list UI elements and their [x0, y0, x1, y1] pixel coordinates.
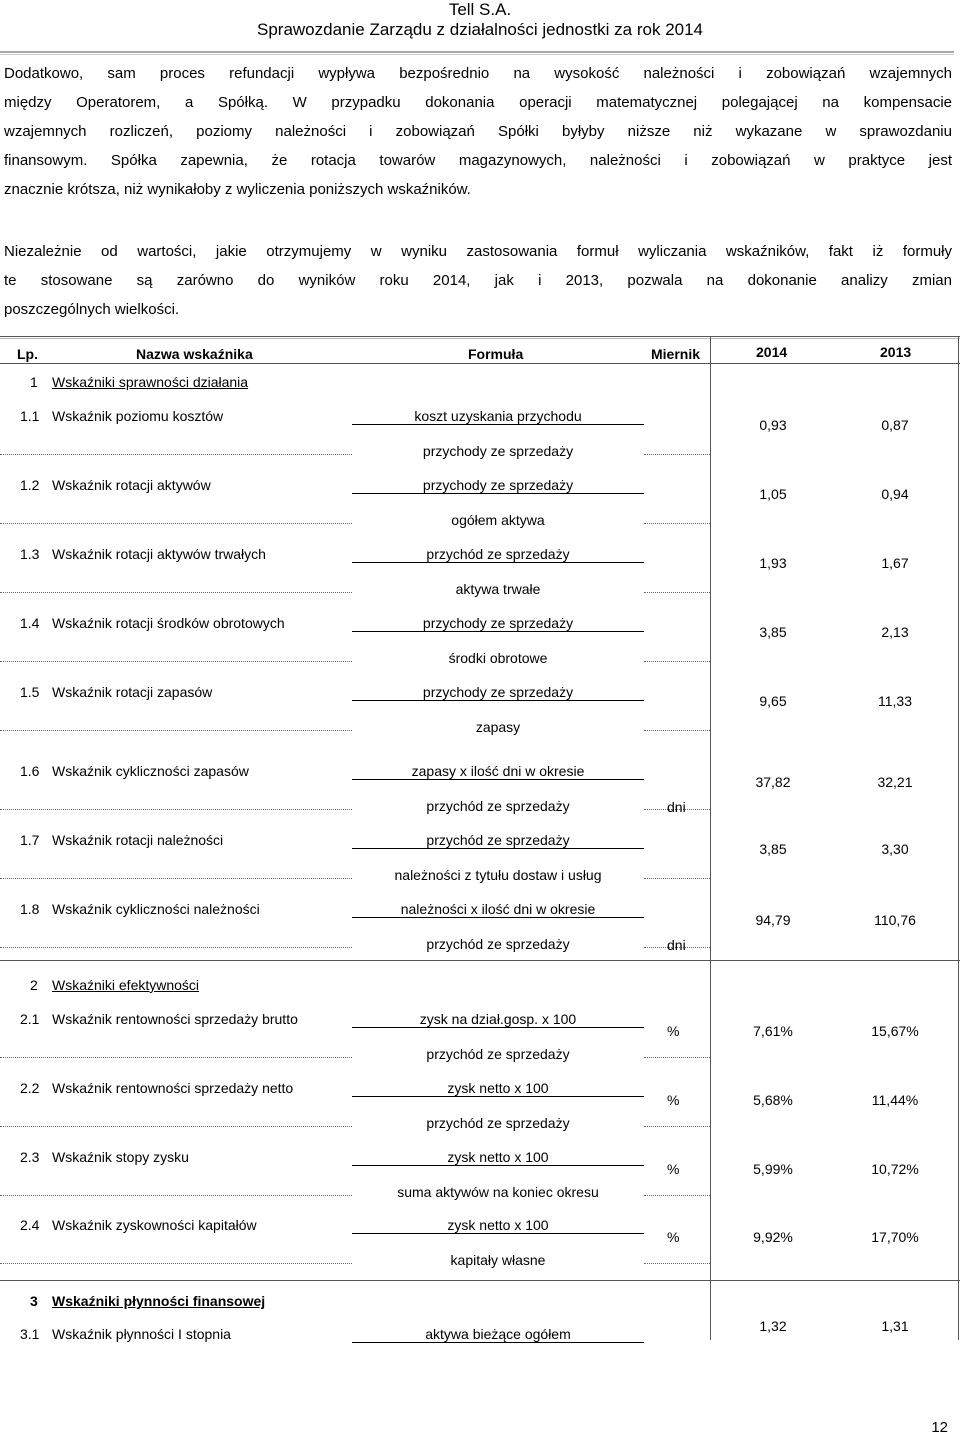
fraction-line [352, 779, 644, 780]
fraction-line [352, 1165, 644, 1166]
section-separator [0, 960, 960, 961]
section-title: Wskaźniki efektywności [52, 977, 200, 993]
value-2013: 0,87 [881, 417, 909, 433]
column-divider [710, 336, 711, 1340]
paragraph-analysis [4, 237, 952, 324]
formula-denominator: przychód ze sprzedaży [426, 798, 570, 814]
fraction-line [352, 562, 644, 563]
row-name: Wskaźnik poziomu kosztów [52, 408, 224, 424]
section-number: 2 [30, 977, 38, 993]
row-dotted-line [0, 1263, 352, 1264]
paragraph-line: Dodatkowo, sam proces refundacji wypływa bezpośrednio na wysokość należności i zobowiązań wzajemnych [4, 65, 952, 82]
paragraph-line: znacznie krótsza, niż wynikałoby z wyliczenia poniższych wskaźników. [4, 181, 471, 198]
row-lp: 3.1 [20, 1326, 40, 1342]
row-name: Wskaźnik rotacji aktywów [52, 477, 211, 493]
row-unit: dni [667, 937, 686, 953]
formula-numerator: koszt uzyskania przychodu [414, 408, 582, 424]
formula-numerator: należności x ilość dni w okresie [400, 901, 596, 917]
formula-numerator: przychody ze sprzedaży [422, 615, 574, 631]
row-dotted-line [0, 809, 352, 810]
value-2013: 15,67% [871, 1023, 919, 1039]
row-dotted-line [0, 592, 352, 593]
row-name: Wskaźnik rentowności sprzedaży brutto [52, 1011, 298, 1027]
formula-denominator: przychody ze sprzedaży [422, 443, 574, 459]
header-rule-thin [0, 54, 954, 55]
row-lp: 1.5 [20, 684, 40, 700]
row-lp: 1.6 [20, 763, 40, 779]
company-name: Tell S.A. [448, 0, 512, 19]
value-2013: 17,70% [871, 1229, 919, 1245]
row-unit: % [667, 1023, 680, 1039]
formula-numerator: przychód ze sprzedaży [426, 832, 570, 848]
value-2014: 37,82 [755, 774, 791, 790]
row-unit: dni [667, 799, 686, 815]
header-rule [0, 51, 954, 53]
row-dotted-line [644, 730, 710, 731]
row-dotted-line [644, 878, 710, 879]
row-dotted-line [0, 1195, 352, 1196]
row-dotted-line [0, 1126, 352, 1127]
value-2014: 9,92% [753, 1229, 793, 1245]
section-separator [0, 1280, 960, 1281]
formula-denominator: przychód ze sprzedaży [426, 1046, 570, 1062]
formula-denominator: suma aktywów na koniec okresu [397, 1184, 599, 1200]
section-number: 1 [30, 374, 38, 390]
value-2014: 9,65 [759, 693, 787, 709]
value-2014: 94,79 [755, 912, 791, 928]
paragraph-line: Niezależnie od wartości, jakie otrzymujemy w wyniku zastosowania formuł wyliczania wskaźników, fakt iż formuły [4, 243, 952, 260]
fraction-line [352, 1027, 644, 1028]
row-name: Wskaźnik cykliczności należności [52, 901, 260, 917]
row-lp: 2.1 [20, 1011, 40, 1027]
paragraph-refund [4, 59, 952, 204]
value-2013: 0,94 [881, 486, 909, 502]
value-2013: 2,13 [881, 624, 909, 640]
value-2014: 7,61% [753, 1023, 793, 1039]
page-number: 12 [931, 1419, 948, 1436]
table-top-border-inner [0, 338, 960, 339]
value-2014: 1,32 [759, 1318, 787, 1334]
row-dotted-line [644, 1263, 710, 1264]
header-bottom-border [0, 363, 960, 364]
formula-numerator: zysk na dział.gosp. x 100 [419, 1011, 577, 1027]
value-2014: 3,85 [759, 624, 787, 640]
value-2014: 1,93 [759, 555, 787, 571]
row-name: Wskaźnik rotacji aktywów trwałych [52, 546, 266, 562]
formula-denominator: zapasy [475, 719, 521, 735]
value-2014: 5,99% [753, 1161, 793, 1177]
formula-denominator: przychód ze sprzedaży [426, 936, 570, 952]
value-2013: 1,67 [881, 555, 909, 571]
row-dotted-line [644, 1195, 710, 1196]
value-2013: 11,33 [878, 693, 912, 709]
value-2013: 32,21 [877, 774, 913, 790]
row-name: Wskaźnik zyskowności kapitałów [52, 1217, 257, 1233]
row-dotted-line [0, 878, 352, 879]
formula-denominator: kapitały własne [450, 1252, 546, 1268]
row-dotted-line [644, 523, 710, 524]
formula-denominator: ogółem aktywa [451, 512, 545, 528]
fraction-line [352, 1342, 644, 1343]
row-unit: % [667, 1092, 680, 1108]
fraction-line [352, 917, 644, 918]
row-dotted-line [0, 454, 352, 455]
formula-numerator: zapasy x ilość dni w okresie [411, 763, 585, 779]
row-lp: 2.4 [20, 1217, 40, 1233]
fraction-line [352, 493, 644, 494]
paragraph-line: między Operatorem, a Spółką. W przypadku dokonania operacji matematycznej polegającej na kompensacie [4, 94, 952, 111]
paragraph-line: wzajemnych rozliczeń, poziomy należności i zobowiązań Spółki byłyby niższe niż wykazane w sprawozdaniu [4, 123, 952, 140]
row-name: Wskaźnik rentowności sprzedaży netto [52, 1080, 294, 1096]
row-dotted-line [644, 454, 710, 455]
fraction-line [352, 1233, 644, 1234]
row-name: Wskaźnik rotacji należności [52, 832, 224, 848]
row-name: Wskaźnik płynności I stopnia [52, 1326, 231, 1342]
row-lp: 1.3 [20, 546, 40, 562]
row-unit: % [667, 1229, 680, 1245]
value-2013: 10,72% [871, 1161, 919, 1177]
table-right-border [958, 336, 959, 1340]
fraction-line [352, 631, 644, 632]
header-2013: 2013 [880, 344, 912, 360]
fraction-line [352, 424, 644, 425]
header-unit: Miernik [651, 346, 701, 362]
paragraph-line: te stosowane są zarówno do wyników roku 2014, jak i 2013, pozwala na dokonanie analizy zmian [4, 272, 952, 289]
row-dotted-line [0, 947, 352, 948]
formula-denominator: aktywa trwałe [455, 581, 541, 597]
formula-numerator: zysk netto x 100 [447, 1149, 549, 1165]
value-2014: 0,93 [759, 417, 787, 433]
header-2014: 2014 [756, 344, 788, 360]
table-top-border [0, 336, 960, 337]
row-lp: 1.8 [20, 901, 40, 917]
row-dotted-line [0, 730, 352, 731]
fraction-line [352, 1096, 644, 1097]
formula-denominator: należności z tytułu dostaw i usług [394, 867, 602, 883]
formula-denominator: środki obrotowe [448, 650, 548, 666]
row-name: Wskaźnik rotacji środków obrotowych [52, 615, 285, 631]
row-name: Wskaźnik cykliczności zapasów [52, 763, 249, 779]
row-name: Wskaźnik stopy zysku [52, 1149, 189, 1165]
section-title: Wskaźniki płynności finansowej [52, 1293, 266, 1309]
section-number: 3 [30, 1293, 38, 1309]
value-2013: 110,76 [874, 912, 916, 928]
formula-numerator: zysk netto x 100 [447, 1217, 549, 1233]
row-dotted-line [644, 661, 710, 662]
row-lp: 1.7 [20, 832, 40, 848]
value-2014: 1,05 [759, 486, 787, 502]
header-name: Nazwa wskaźnika [136, 346, 253, 362]
formula-numerator: aktywa bieżące ogółem [425, 1326, 571, 1342]
formula-numerator: przychody ze sprzedaży [422, 477, 574, 493]
row-lp: 1.1 [20, 408, 40, 424]
paragraph-line: poszczególnych wielkości. [4, 301, 180, 318]
fraction-line [352, 700, 644, 701]
formula-numerator: przychód ze sprzedaży [426, 546, 570, 562]
value-2013: 1,31 [881, 1318, 909, 1334]
value-2013: 11,44% [871, 1092, 919, 1108]
row-unit: % [667, 1161, 680, 1177]
value-2014: 5,68% [753, 1092, 793, 1108]
row-dotted-line [644, 592, 710, 593]
header-formula: Formuła [468, 346, 524, 362]
formula-numerator: zysk netto x 100 [447, 1080, 549, 1096]
report-title: Sprawozdanie Zarządu z działalności jednostki za rok 2014 [256, 20, 704, 39]
formula-numerator: przychody ze sprzedaży [422, 684, 574, 700]
row-dotted-line [0, 523, 352, 524]
formula-denominator: przychód ze sprzedaży [426, 1115, 570, 1131]
value-2014: 3,85 [759, 841, 787, 857]
row-dotted-line [644, 1057, 710, 1058]
row-dotted-line [0, 661, 352, 662]
row-lp: 1.4 [20, 615, 40, 631]
row-dotted-line [644, 1126, 710, 1127]
row-lp: 2.3 [20, 1149, 40, 1165]
row-dotted-line [0, 1057, 352, 1058]
header-lp: Lp. [17, 346, 38, 362]
fraction-line [352, 848, 644, 849]
paragraph-line: finansowym. Spółka zapewnia, że rotacja towarów magazynowych, należności i zobowiązań w praktyce jest [4, 152, 952, 169]
row-lp: 1.2 [20, 477, 40, 493]
section-title: Wskaźniki sprawności działania [52, 374, 249, 390]
row-name: Wskaźnik rotacji zapasów [52, 684, 213, 700]
value-2013: 3,30 [881, 841, 909, 857]
row-lp: 2.2 [20, 1080, 40, 1096]
